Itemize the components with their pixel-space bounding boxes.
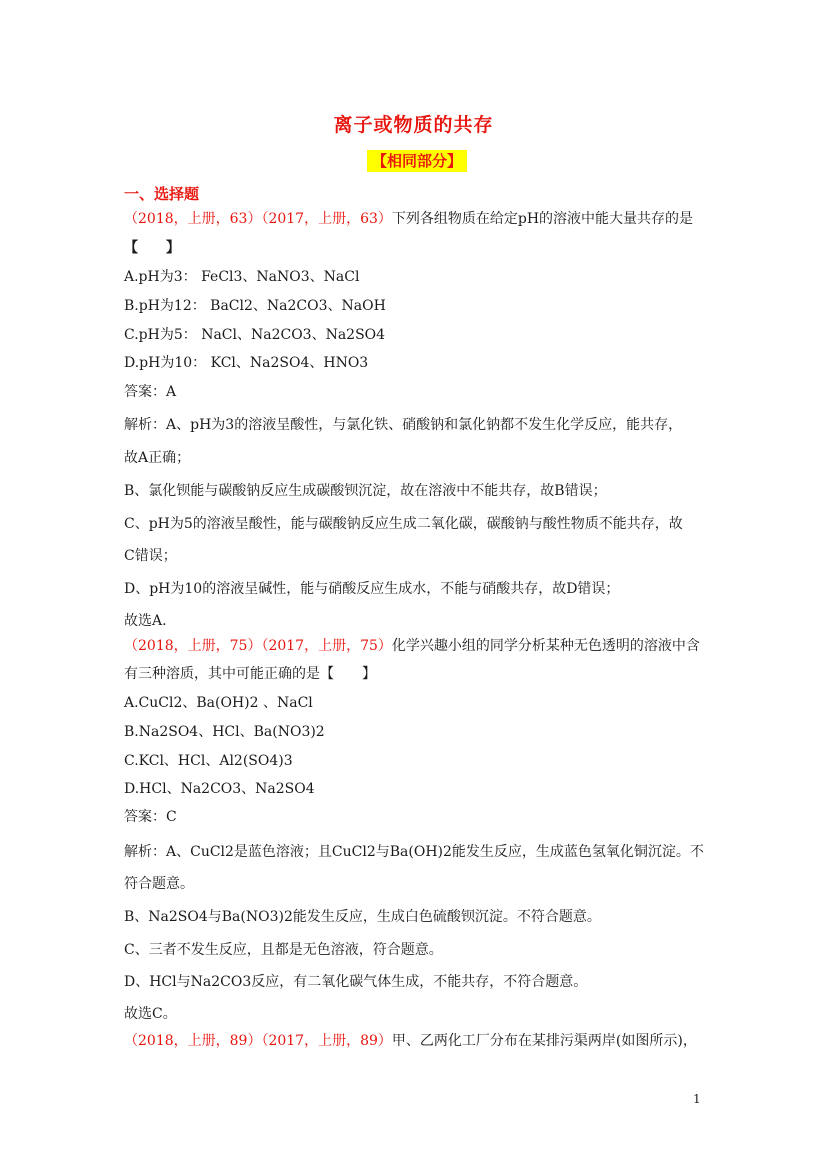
- q1-bracket: 【 】: [124, 240, 180, 256]
- q1-analysis-line: D、pH为10的溶液呈碱性，能与硝酸反应生成水，不能与硝酸共存，故D错误；: [124, 581, 620, 597]
- q2-answer: 答案：C: [124, 809, 177, 825]
- q1-analysis-line: 故选A.: [124, 613, 167, 629]
- q2-stem: [124, 635, 708, 655]
- q2-analysis-line: B、Na2SO4与Ba(NO3)2能发生反应，生成白色硫酸钡沉淀。不符合题意。: [124, 909, 601, 925]
- q3-source: （2018，上册，89）（2017，上册，89）: [124, 1033, 392, 1049]
- q2-stem-line2: 有三种溶质，其中可能正确的是【 】: [124, 666, 376, 682]
- q2-analysis-line: 解析：A、CuCl2是蓝色溶液；且CuCl2与Ba(OH)2能发生反应，生成蓝色氢氧化铜沉淀。不: [124, 844, 704, 860]
- q2-option-a: A.CuCl2、Ba(OH)2 、NaCl: [124, 695, 313, 711]
- page-title: 离子或物质的共存: [333, 114, 494, 136]
- q1-answer: 答案：A: [124, 384, 177, 400]
- q2-analysis-line: 故选C。: [124, 1006, 177, 1022]
- q2-option-d: D.HCl、Na2CO3、Na2SO4: [124, 781, 315, 797]
- q1-source: （2018，上册，63）（2017，上册，63）: [124, 211, 392, 227]
- q1-option-b: B.pH为12： BaCl2、Na2CO3、NaOH: [124, 298, 386, 314]
- section-label: 【相同部分】: [367, 150, 467, 172]
- q2-option-b: B.Na2SO4、HCl、Ba(NO3)2: [124, 724, 325, 740]
- q1-stem-text: 下列各组物质在给定pH的溶液中能大量共存的是: [391, 211, 694, 227]
- page-number: 1: [693, 1092, 701, 1106]
- q2-analysis-line: C、三者不发生反应，且都是无色溶液，符合题意。: [124, 942, 443, 958]
- q3-stem-text: 甲、乙两化工厂分布在某排污渠两岸(如图所示)，: [391, 1033, 697, 1049]
- q1-analysis-line: 故A正确；: [124, 450, 191, 466]
- q2-option-c: C.KCl、HCl、Al2(SO4)3: [124, 753, 293, 769]
- q2-analysis-line: 符合题意。: [124, 876, 194, 892]
- q1-analysis-line: 解析：A、pH为3的溶液呈酸性，与氯化铁、硝酸钠和氯化钠都不发生化学反应，能共存，: [124, 417, 683, 433]
- q2-stem-text: 化学兴趣小组的同学分析某种无色透明的溶液中含: [391, 638, 700, 654]
- q1-analysis-line: C、pH为5的溶液呈酸性，能与碳酸钠反应生成二氧化碳，碳酸钠与酸性物质不能共存，故: [124, 516, 683, 532]
- q1-analysis-line: C错误；: [124, 548, 177, 564]
- q1-stem: [124, 208, 708, 228]
- q2-analysis-line: D、HCl与Na2CO3反应，有二氧化碳气体生成，不能共存，不符合题意。: [124, 974, 588, 990]
- q2-source: （2018，上册，75）（2017，上册，75）: [124, 638, 392, 654]
- q1-option-c: C.pH为5： NaCl、Na2CO3、Na2SO4: [124, 327, 386, 343]
- section-heading: 一、选择题: [124, 185, 200, 203]
- q1-option-d: D.pH为10： KCl、Na2SO4、HNO3: [124, 355, 369, 371]
- q3-stem: [124, 1030, 708, 1050]
- q1-analysis-line: B、氯化钡能与碳酸钠反应生成碳酸钡沉淀，故在溶液中不能共存，故B错误；: [124, 483, 607, 499]
- q1-option-a: A.pH为3： FeCl3、NaNO3、NaCl: [124, 269, 360, 285]
